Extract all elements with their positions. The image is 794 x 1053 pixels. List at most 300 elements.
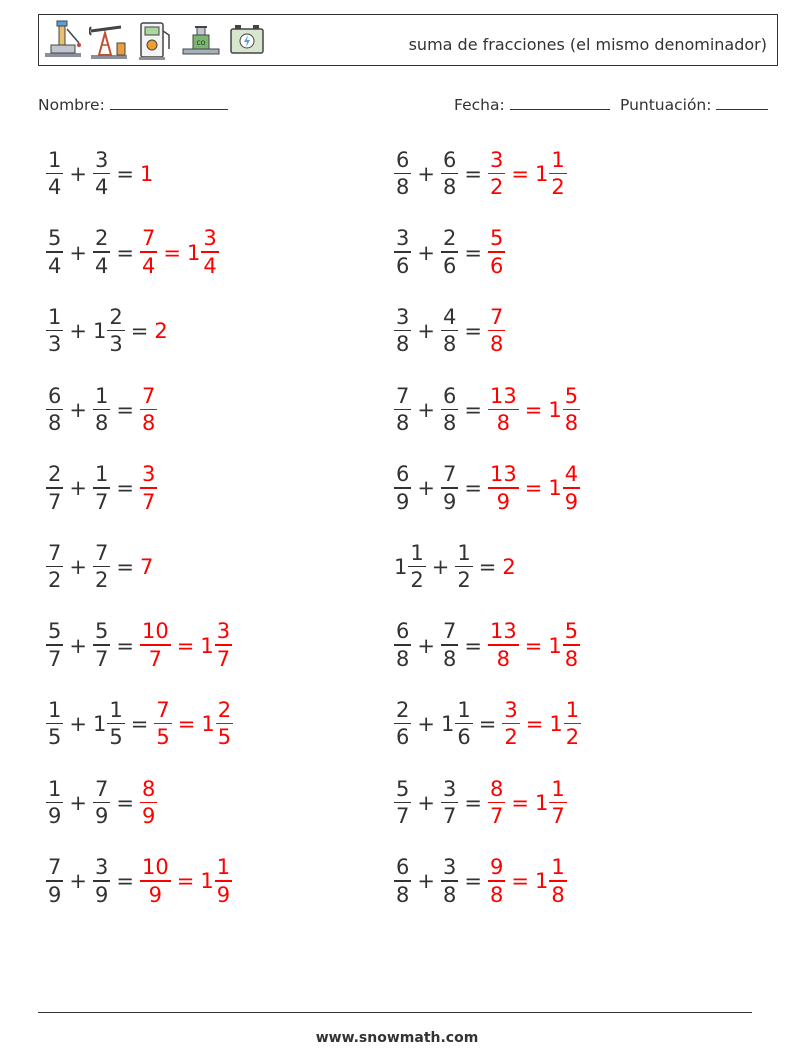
addend-a-denominator: 9	[48, 882, 62, 907]
addend-b-denominator: 3	[109, 332, 123, 357]
answer-2-denominator: 2	[565, 725, 580, 750]
answer-1-denominator: 2	[489, 175, 504, 200]
addend-b-denominator: 8	[94, 411, 109, 436]
problem-12	[394, 539, 517, 595]
answer-1-numerator: 3	[489, 147, 504, 172]
addend-a	[46, 147, 63, 200]
answer-2-whole: 1	[549, 712, 563, 737]
addend-a	[46, 464, 63, 513]
answer-1	[488, 228, 505, 277]
plus-sign: +	[69, 790, 87, 815]
addend-b-numerator: 1	[94, 383, 109, 408]
addend-a	[46, 228, 63, 277]
equals-sign: =	[464, 319, 482, 344]
addend-a	[46, 857, 63, 906]
answer-1-numerator: 13	[489, 383, 517, 408]
addend-a-denominator: 6	[396, 725, 410, 750]
answer-1-denominator: 2	[504, 725, 518, 750]
addend-a-fraction	[46, 776, 63, 829]
addend-a-numerator: 2	[48, 462, 62, 487]
plus-sign: +	[69, 476, 87, 501]
addend-a	[46, 383, 63, 436]
answer-2-numerator: 1	[551, 855, 565, 880]
addend-b-numerator: 1	[94, 462, 109, 487]
battery-icon	[227, 19, 267, 61]
problem-13	[46, 618, 232, 674]
plus-sign: +	[69, 240, 87, 265]
date-label: Fecha:	[454, 96, 505, 114]
equals-sign: =	[464, 397, 482, 422]
worksheet-title: suma de fracciones (el mismo denominador)	[408, 35, 767, 54]
answer-1-fraction	[488, 464, 519, 513]
problem-1	[46, 146, 154, 202]
answer-1-denominator: 9	[496, 489, 511, 514]
addend-b-denominator: 2	[94, 568, 109, 593]
addend-a-denominator: 5	[48, 725, 62, 750]
addend-a-numerator: 6	[396, 462, 410, 487]
equals-sign: =	[464, 633, 482, 658]
answer-1	[140, 383, 157, 436]
addend-a-numerator: 7	[48, 855, 62, 880]
answer-1	[140, 857, 171, 906]
addend-a	[394, 621, 411, 670]
plus-sign: +	[417, 712, 435, 737]
answer-1-numerator: 10	[141, 619, 169, 644]
answer-1-numerator: 8	[489, 776, 504, 801]
addend-a-denominator: 7	[48, 489, 62, 514]
addend-a	[46, 621, 63, 670]
plus-sign: +	[417, 869, 435, 894]
answer-1-denominator: 4	[141, 253, 156, 278]
addend-b-numerator: 6	[442, 383, 457, 408]
addend-b	[92, 697, 125, 750]
addend-b-fraction	[441, 304, 458, 357]
answer-2-numerator: 5	[564, 383, 579, 408]
addend-a-numerator: 6	[396, 147, 410, 172]
answer-1-whole: 1	[139, 162, 154, 186]
answer-2-fraction	[215, 857, 232, 906]
problem-16	[394, 696, 581, 752]
problem-11	[46, 539, 154, 595]
addend-b-fraction	[93, 621, 110, 670]
addend-a	[46, 540, 63, 593]
answer-1-whole: 2	[154, 319, 168, 344]
answer-2-denominator: 7	[551, 804, 565, 829]
addend-b-numerator: 3	[442, 776, 457, 801]
answer-2-denominator: 5	[217, 725, 232, 750]
score-blank[interactable]	[716, 95, 768, 110]
problem-17	[46, 775, 157, 831]
answer-2-denominator: 8	[564, 646, 579, 671]
addend-a	[394, 304, 411, 357]
addend-a-denominator: 9	[396, 489, 410, 514]
addend-a-numerator: 2	[396, 697, 410, 722]
answer-1-fraction	[488, 228, 505, 277]
addend-b-fraction	[441, 147, 458, 200]
problem-19	[46, 853, 232, 909]
addend-a-numerator: 3	[396, 226, 410, 251]
addend-b	[93, 383, 110, 436]
addend-a	[46, 697, 63, 750]
addend-b	[93, 776, 110, 829]
equals-sign: =	[464, 869, 482, 894]
answer-2-denominator: 8	[551, 882, 565, 907]
addend-a	[394, 147, 411, 200]
addend-a-fraction	[46, 304, 63, 357]
addend-a-fraction	[394, 697, 411, 750]
addend-b-denominator: 9	[442, 489, 457, 514]
equals-sign: =	[116, 790, 134, 815]
addend-b	[92, 304, 125, 357]
answer-2	[549, 697, 581, 750]
addend-a-denominator: 8	[396, 411, 410, 436]
answer-2-fraction	[564, 697, 581, 750]
answer-1	[488, 857, 505, 906]
answer-1-numerator: 7	[489, 304, 504, 329]
problem-5	[46, 303, 169, 359]
answer-2-whole: 1	[534, 790, 549, 815]
addend-b	[93, 621, 110, 670]
addend-b-denominator: 5	[109, 725, 123, 750]
svg-text:CO: CO	[196, 40, 206, 47]
addend-b	[93, 464, 110, 513]
equals-sign: =	[525, 712, 544, 737]
answer-2-denominator: 8	[564, 411, 579, 436]
addend-b	[441, 857, 458, 906]
equals-sign: =	[177, 712, 196, 737]
plus-sign: +	[417, 790, 435, 815]
answer-1-numerator: 7	[156, 697, 170, 722]
addend-a-fraction	[46, 464, 63, 513]
answer-1-numerator: 8	[141, 776, 156, 801]
addend-b-numerator: 2	[442, 226, 457, 251]
score-field	[620, 95, 768, 114]
addend-a-denominator: 7	[396, 804, 410, 829]
answer-1-whole: 2	[502, 555, 516, 579]
addend-b-fraction	[441, 857, 458, 906]
date-blank[interactable]	[510, 95, 610, 110]
plus-sign: +	[69, 319, 87, 344]
answer-1	[488, 621, 519, 670]
addend-b-denominator: 9	[94, 804, 109, 829]
addend-a-whole: 1	[394, 555, 408, 579]
problem-20	[394, 853, 567, 909]
equals-sign: =	[130, 319, 149, 344]
addend-a-denominator: 3	[48, 332, 62, 357]
answer-1-fraction	[488, 621, 519, 670]
answer-2-denominator: 9	[564, 489, 579, 514]
answer-2	[534, 776, 567, 829]
answer-1-fraction	[488, 304, 505, 357]
addend-b-whole: 1	[92, 319, 107, 344]
plus-sign: +	[417, 633, 435, 658]
addend-a-numerator: 6	[48, 383, 62, 408]
equals-sign: =	[116, 555, 134, 579]
addend-b-denominator: 6	[457, 725, 471, 750]
footer-url: www.snowmath.com	[315, 1030, 479, 1046]
addend-a	[394, 464, 411, 513]
answer-2-denominator: 9	[216, 882, 231, 907]
addend-a	[394, 697, 411, 750]
answer-2-denominator: 2	[551, 175, 565, 200]
equals-sign: =	[116, 397, 134, 422]
answer-1	[154, 319, 168, 343]
answer-2-fraction	[549, 776, 566, 829]
addend-b-numerator: 3	[442, 855, 457, 880]
answer-1	[140, 555, 154, 579]
name-field	[38, 95, 228, 114]
addend-b	[93, 540, 110, 593]
addend-a-fraction	[394, 857, 411, 906]
addend-b-denominator: 8	[442, 175, 457, 200]
answer-2	[534, 147, 567, 200]
addend-b-fraction	[107, 697, 124, 750]
problem-15	[46, 696, 233, 752]
addend-a-numerator: 1	[48, 147, 62, 172]
addend-b-fraction	[107, 304, 124, 357]
addend-b	[93, 147, 110, 200]
answer-1-fraction	[140, 464, 157, 513]
header-icons	[43, 19, 267, 61]
answer-2-fraction	[563, 621, 580, 670]
answer-1	[488, 147, 505, 200]
answer-1	[140, 776, 157, 829]
plus-sign: +	[69, 633, 87, 658]
addend-b-fraction	[441, 621, 458, 670]
answer-1-numerator: 13	[489, 462, 517, 487]
answer-1-denominator: 5	[156, 725, 170, 750]
answer-1	[154, 697, 171, 750]
addend-a-fraction	[46, 383, 63, 436]
addend-b-fraction	[93, 147, 110, 200]
addend-b-fraction	[93, 228, 110, 277]
addend-a-fraction	[46, 540, 63, 593]
answer-1-numerator: 3	[504, 697, 518, 722]
plus-sign: +	[69, 869, 87, 894]
addend-a-numerator: 7	[396, 383, 410, 408]
answer-1-fraction	[488, 776, 505, 829]
addend-a-fraction	[46, 857, 63, 906]
addend-b-denominator: 8	[442, 646, 457, 671]
plus-sign: +	[69, 397, 87, 422]
addend-b-numerator: 7	[442, 462, 457, 487]
answer-2	[201, 697, 233, 750]
answer-2-numerator: 1	[551, 147, 565, 172]
addend-a	[394, 776, 411, 829]
addend-b-denominator: 8	[442, 411, 457, 436]
addend-b-numerator: 6	[442, 147, 457, 172]
addend-b	[441, 147, 458, 200]
answer-1	[502, 555, 516, 579]
problem-18	[394, 775, 567, 831]
answer-1-denominator: 8	[496, 646, 511, 671]
answer-1-fraction	[488, 857, 505, 906]
addend-a-fraction	[394, 621, 411, 670]
answer-1-fraction	[140, 621, 171, 670]
worksheet-header	[38, 14, 778, 66]
addend-b	[441, 228, 458, 277]
addend-b-fraction	[93, 383, 110, 436]
addend-b	[440, 697, 473, 750]
equals-sign: =	[511, 869, 529, 894]
addend-a	[394, 540, 426, 593]
addend-b-fraction	[93, 857, 110, 906]
answer-2-denominator: 4	[203, 253, 217, 278]
answer-1	[502, 697, 519, 750]
answer-1-numerator: 10	[141, 855, 169, 880]
answer-2-fraction	[549, 857, 566, 906]
answer-1	[140, 228, 157, 277]
addend-b-fraction	[441, 776, 458, 829]
addend-a-numerator: 6	[396, 619, 410, 644]
addend-b	[455, 540, 472, 593]
equals-sign: =	[464, 240, 482, 265]
answer-2-denominator: 7	[216, 646, 231, 671]
answer-1-denominator: 6	[489, 253, 504, 278]
addend-b-denominator: 2	[457, 568, 471, 593]
answer-1-fraction	[140, 776, 157, 829]
answer-2-fraction	[563, 464, 580, 513]
addend-a-numerator: 7	[48, 540, 62, 565]
equals-sign: =	[130, 712, 149, 737]
addend-a-denominator: 2	[48, 568, 62, 593]
answer-1	[488, 464, 519, 513]
answer-1	[488, 383, 519, 436]
addend-b-numerator: 1	[457, 540, 471, 565]
answer-2	[187, 228, 219, 277]
addend-a-fraction	[394, 304, 411, 357]
answer-1-denominator: 7	[148, 646, 163, 671]
equals-sign: =	[478, 555, 497, 579]
answer-1-denominator: 8	[489, 882, 504, 907]
addend-b-numerator: 7	[94, 776, 109, 801]
answer-2	[200, 621, 232, 670]
addend-b-numerator: 7	[442, 619, 457, 644]
answer-1	[140, 162, 154, 186]
answer-2-fraction	[549, 147, 566, 200]
addend-b-whole: 1	[440, 712, 455, 737]
equals-sign: =	[116, 240, 134, 265]
addend-b-numerator: 3	[94, 855, 109, 880]
addend-b-whole: 1	[92, 712, 107, 737]
addend-a	[46, 776, 63, 829]
answer-1-numerator: 7	[141, 226, 156, 251]
answer-1-fraction	[140, 228, 157, 277]
answer-2-numerator: 2	[217, 697, 232, 722]
addend-a-fraction	[46, 621, 63, 670]
addend-b-denominator: 9	[94, 882, 109, 907]
addend-b-fraction	[455, 540, 472, 593]
addend-b-denominator: 7	[94, 489, 109, 514]
addend-a-fraction	[394, 228, 411, 277]
equals-sign: =	[511, 162, 529, 186]
addend-a-denominator: 8	[396, 332, 410, 357]
equals-sign: =	[478, 712, 497, 737]
answer-1-denominator: 8	[141, 411, 156, 436]
addend-b-denominator: 4	[94, 253, 109, 278]
addend-b-numerator: 2	[94, 226, 109, 251]
addend-b-fraction	[455, 697, 472, 750]
fuel-pump-icon	[135, 19, 175, 61]
name-label: Nombre:	[38, 96, 105, 114]
addend-b-numerator: 5	[94, 619, 109, 644]
plus-sign: +	[417, 162, 435, 186]
answer-2-whole: 1	[534, 162, 549, 186]
problem-2	[394, 146, 567, 202]
answer-2-numerator: 3	[216, 619, 231, 644]
addend-a-fraction	[394, 776, 411, 829]
problem-4	[394, 225, 505, 281]
problem-3	[46, 225, 219, 281]
addend-b	[93, 228, 110, 277]
addend-b	[441, 776, 458, 829]
addend-b	[93, 857, 110, 906]
answer-1-denominator: 8	[496, 411, 511, 436]
oil-rig-icon	[43, 19, 83, 61]
answer-1-numerator: 5	[489, 226, 504, 251]
answer-2	[200, 857, 232, 906]
equals-sign: =	[464, 790, 482, 815]
answer-2-numerator: 1	[551, 776, 565, 801]
plus-sign: +	[417, 397, 435, 422]
addend-a-denominator: 4	[48, 253, 62, 278]
equals-sign: =	[116, 869, 134, 894]
answer-1-fraction	[154, 697, 171, 750]
answer-2	[535, 857, 567, 906]
answer-1-numerator: 7	[141, 383, 156, 408]
answer-1-numerator: 13	[489, 619, 517, 644]
answer-2-numerator: 1	[565, 697, 580, 722]
plus-sign: +	[417, 476, 435, 501]
addend-a-numerator: 1	[410, 540, 424, 565]
answer-2-fraction	[201, 228, 218, 277]
equals-sign: =	[524, 397, 543, 422]
addend-a-denominator: 8	[396, 646, 410, 671]
addend-a-denominator: 9	[48, 804, 62, 829]
addend-a-denominator: 7	[48, 646, 62, 671]
plus-sign: +	[417, 240, 435, 265]
equals-sign: =	[464, 162, 482, 186]
equals-sign: =	[176, 633, 195, 658]
answer-1-fraction	[502, 697, 519, 750]
answer-2	[548, 383, 580, 436]
addend-a-fraction	[394, 464, 411, 513]
addend-a	[394, 383, 411, 436]
answer-1-numerator: 3	[141, 462, 156, 487]
addend-b-denominator: 8	[442, 882, 457, 907]
addend-b-fraction	[441, 383, 458, 436]
problem-8	[394, 382, 580, 438]
addend-b-numerator: 1	[457, 697, 471, 722]
addend-a-numerator: 1	[48, 776, 62, 801]
addend-b-numerator: 7	[94, 540, 109, 565]
addend-a-fraction	[394, 147, 411, 200]
addend-a-fraction	[408, 540, 425, 593]
answer-1-fraction	[140, 383, 157, 436]
plus-sign: +	[69, 712, 87, 737]
name-blank[interactable]	[110, 95, 228, 110]
addend-a	[394, 857, 411, 906]
addend-a-denominator: 6	[396, 253, 410, 278]
addend-b-denominator: 8	[442, 332, 457, 357]
answer-2-whole: 1	[534, 869, 549, 894]
answer-2-whole: 1	[186, 240, 201, 265]
answer-2-numerator: 1	[216, 855, 231, 880]
addend-b	[441, 304, 458, 357]
answer-2-numerator: 5	[564, 619, 579, 644]
addend-b-fraction	[93, 540, 110, 593]
problem-10	[394, 460, 580, 516]
